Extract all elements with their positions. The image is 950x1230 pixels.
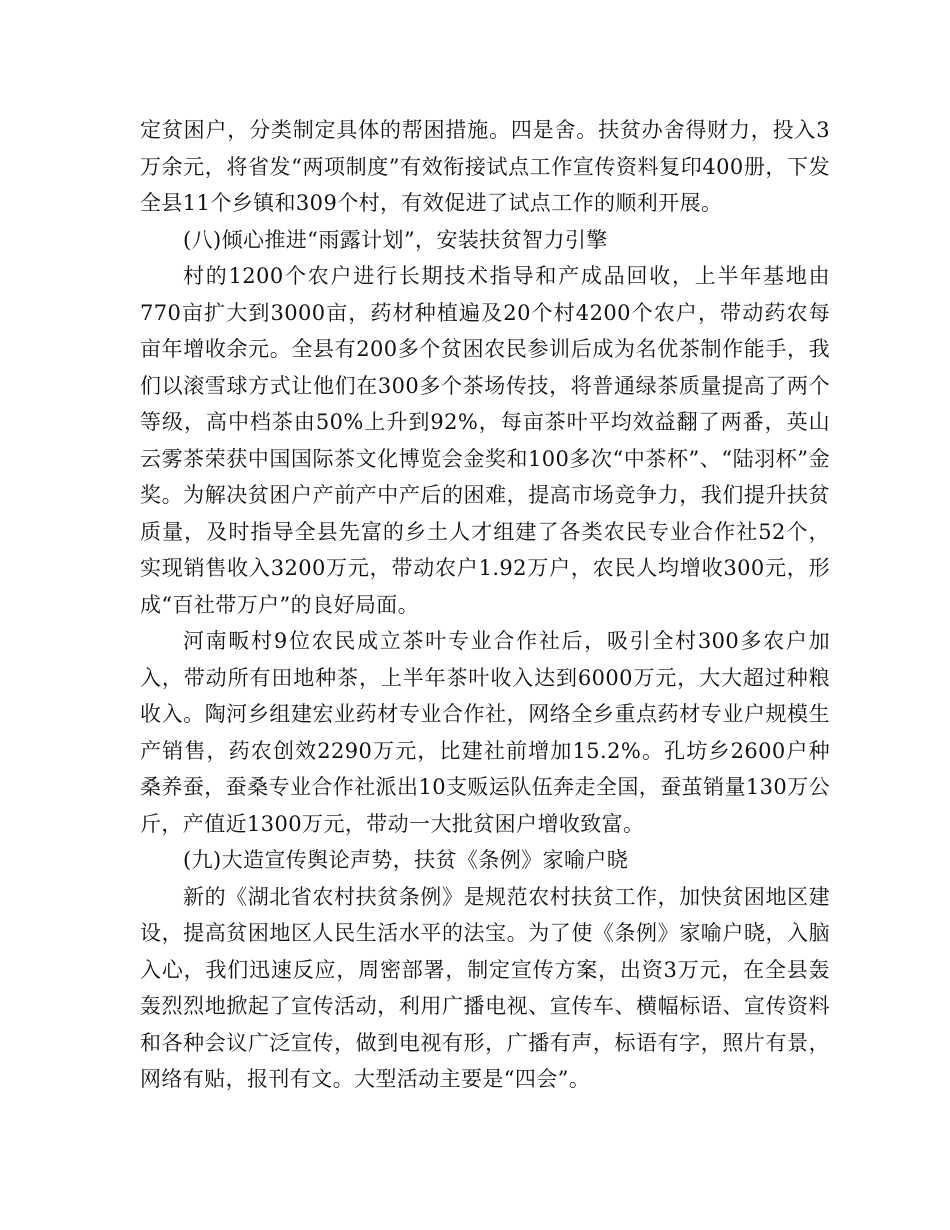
paragraph-poverty-measures: 定贫困户，分类制定具体的帮困措施。四是舍。扶贫办舍得财力，投入3万余元，将省发“两项制度”有效衔接试点工作宣传资料复印400册，下发全县11个乡镇和309个村，有效促进了试点工作的顺利开展。	[140, 118, 830, 215]
section-heading-rain-dew-plan: (八)倾心推进“雨露计划”，安装扶贫智力引擎	[183, 227, 608, 252]
paragraph-cooperatives-examples: 河南畈村9位农民成立茶叶专业合作社后，吸引全村300多农户加入，带动所有田地种茶，上半年茶叶收入达到6000万元，大大超过种粮收入。陶河乡组建宏业药材专业合作社，网络全乡重点药材专业户规模生产销售，药农创效2290万元，比建社前增加15.2%。孔坊乡2600户种桑养蚕，蚕桑专业合作社派出10支贩运队伍奔走全国，蚕茧销量130万公斤，产值近1300万元，带动一大批贫困户增收致富。	[140, 629, 830, 836]
paragraph-regulation-publicity: 新的《湖北省农村扶贫条例》是规范农村扶贫工作，加快贫困地区建设，提高贫困地区人民生活水平的法宝。为了使《条例》家喻户晓，入脑入心，我们迅速反应，周密部署，制定宣传方案，出资3万元，在全县轰轰烈烈地掀起了宣传活动，利用广播电视、宣传车、横幅标语、宣传资料和各种会议广泛宣传，做到电视有形，广播有声，标语有字，照片有景，网络有贴，报刊有文。大型活动主要是“四会”。	[140, 884, 830, 1091]
paragraph-tea-and-herb-industry: 村的1200个农户进行长期技术指导和产成品回收，上半年基地由770亩扩大到3000亩，药材种植遍及20个村4200个农户，带动药农每亩年增收余元。全县有200多个贫困农民参训后成为名优茶制作能手，我们以滚雪球方式让他们在300多个茶场传技，将普通绿茶质量提高了两个等级，高中档茶由50%上升到92%，每亩茶叶平均效益翻了两番，英山云雾茶荣获中国国际茶文化博览会金奖和100多次“中茶杯”、“陆羽杯”金奖。为解决贫困户产前产中产后的困难，提高市场竞争力，我们提升扶贫质量，及时指导全县先富的乡土人才组建了各类农民专业合作社52个，实现销售收入3200万元，带动农户1.92万户，农民人均增收300元，形成“百社带万户”的良好局面。	[140, 264, 830, 617]
document-body	[140, 112, 830, 1098]
section-heading-publicity: (九)大造宣传舆论声势，扶贫《条例》家喻户晓	[183, 848, 629, 872]
